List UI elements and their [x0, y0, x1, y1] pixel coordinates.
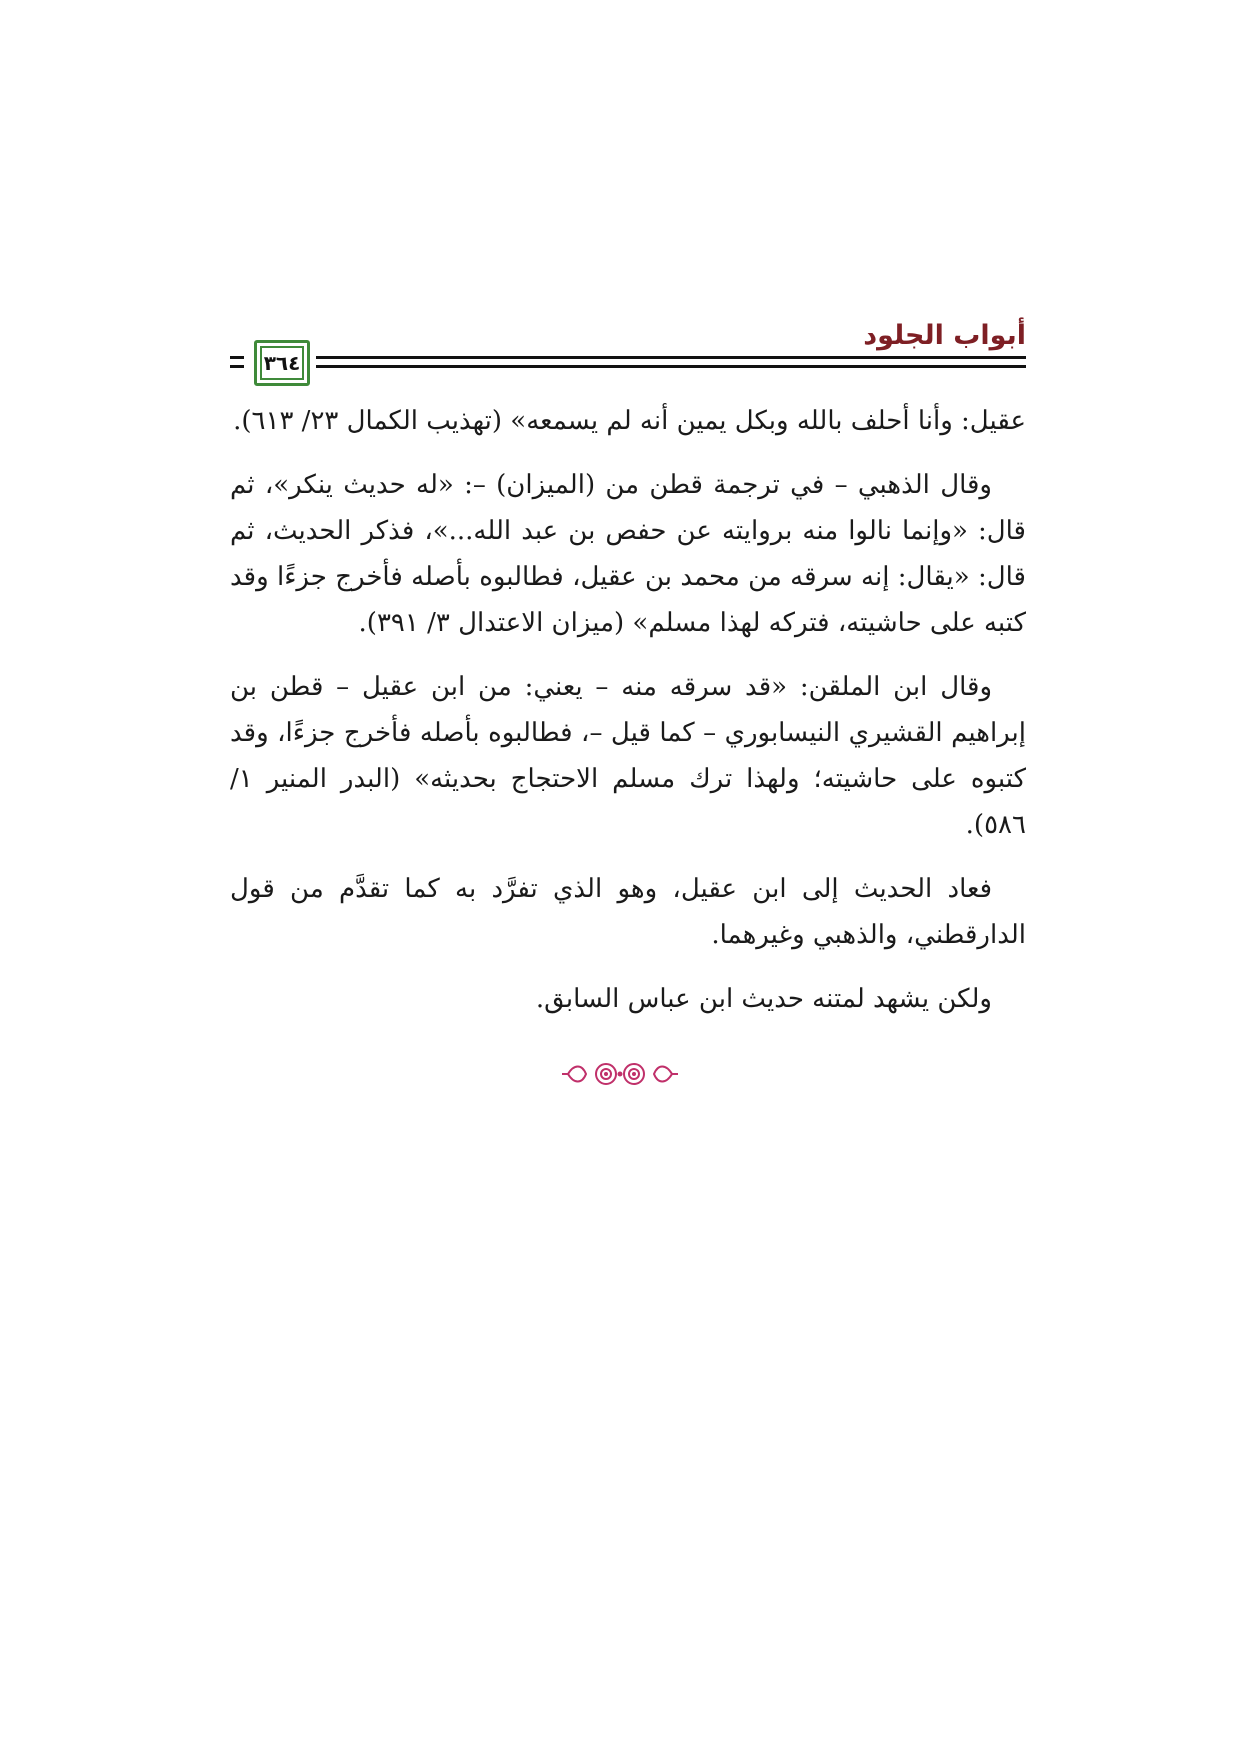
paragraph-1: عقيل: وأنا أحلف بالله وبكل يمين أنه لم يسمعه» (تهذيب الكمال ٢٣/ ٦١٣). — [233, 406, 1026, 436]
page-number-frame — [254, 340, 310, 386]
page-number: ٣٦٤ — [263, 351, 301, 375]
paragraph-4: فعاد الحديث إلى ابن عقيل، وهو الذي تفرَّد به كما تقدَّم من قول الدارقطني، والذهبي وغيرهما. — [230, 874, 1026, 950]
paragraph-3: وقال ابن الملقن: «قد سرقه منه – يعني: من ابن عقيل – قطن بن إبراهيم القشيري النيسابوري – كما قيل –، فطالبوه بأصله فأخرج جزءًا، وقد كتبوه على حاشيته؛ ولهذا ترك مسلم الاحتجاج بحديثه» (البدر المنير ١/ ٥٨٦). — [230, 672, 1026, 840]
chapter-title: أبواب الجلود — [863, 320, 1026, 351]
header-rule-bottom — [230, 365, 1026, 368]
page-header — [230, 312, 1026, 384]
header-rule-top — [230, 356, 1026, 359]
main-text — [230, 398, 1026, 1040]
paragraph-2: وقال الذهبي – في ترجمة قطن من (الميزان) –: «له حديث ينكر»، ثم قال: «وإنما نالوا منه بروايته عن حفص بن عبد الله...»، فذكر الحديث، ثم قال: «يقال: إنه سرقه من محمد بن عقيل، فطالبوه بأصله فأخرج جزءًا وقد كتبه على حاشيته، فتركه لهذا مسلم» (ميزان الاعتدال ٣/ ٣٩١). — [230, 470, 1026, 638]
paragraph-5: ولكن يشهد لمتنه حديث ابن عباس السابق. — [535, 984, 992, 1014]
floral-separator-icon — [560, 1060, 680, 1088]
